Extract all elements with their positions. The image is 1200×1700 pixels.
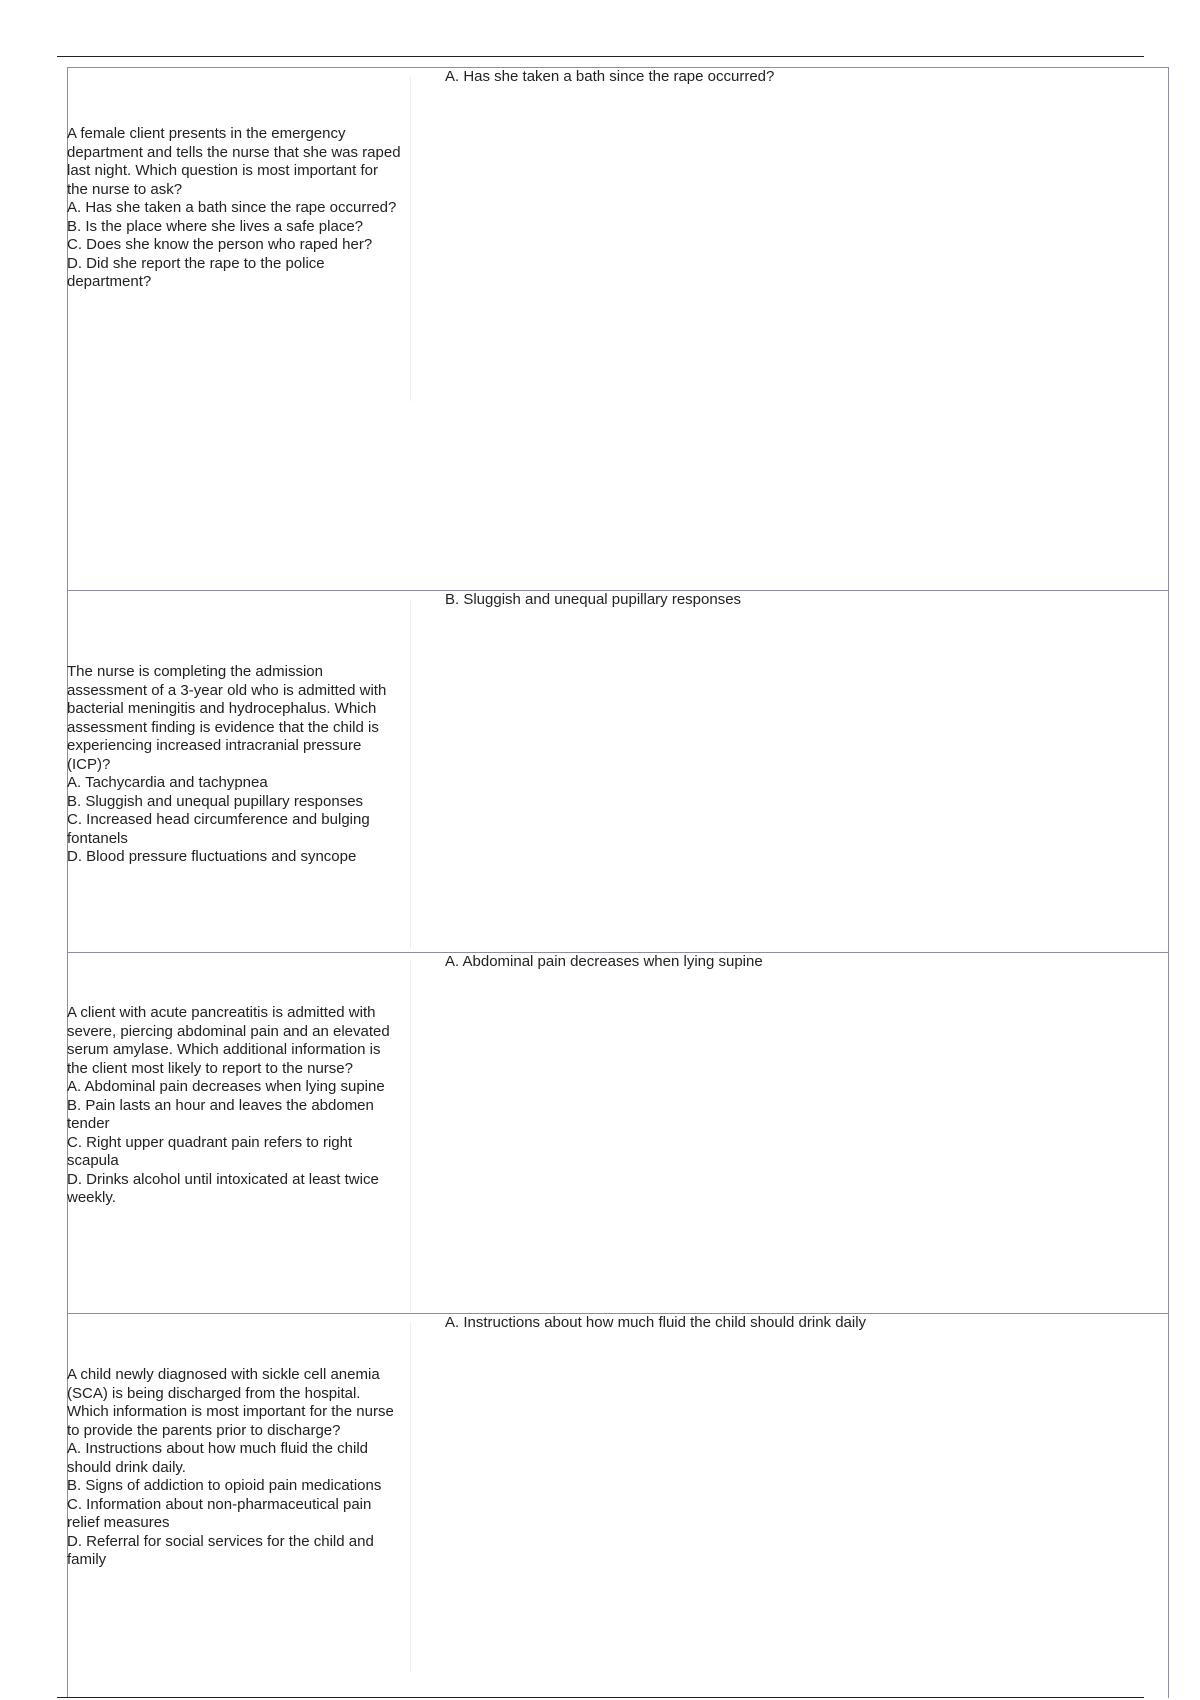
question-stem: A client with acute pancreatitis is admitted with severe, piercing abdominal pain and an elevated serum amylase. Which additional information is the client most likely to report to the nurse? xyxy=(67,1004,390,1077)
flashcard-3 xyxy=(67,952,1169,1313)
option-a: A. Tachycardia and tachypnea xyxy=(67,774,268,791)
option-c: C. Right upper quadrant pain refers to right scapula xyxy=(67,1133,353,1169)
page-top-rule xyxy=(57,56,1144,57)
option-c: C. Information about non-pharmaceutical pain relief measures xyxy=(67,1495,372,1531)
question-stem: A child newly diagnosed with sickle cell anemia (SCA) is being discharged from the hospital. Which information is most important for the nurse to provide the parents prior to discharge? xyxy=(67,1366,394,1439)
option-b: B. Pain lasts an hour and leaves the abdomen tender xyxy=(67,1096,374,1132)
option-b: B. Is the place where she lives a safe place? xyxy=(67,217,364,235)
question-stem: A female client presents in the emergency department and tells the nurse that she was raped last night. Which question is most important for the nurse to ask? xyxy=(67,125,401,198)
question-stem: The nurse is completing the admission assessment of a 3-year old who is admitted with bacterial meningitis and hydrocephalus. Which assessment finding is evidence that the child is experiencing increased intracranial pressure (ICP)? xyxy=(67,663,387,773)
card-divider xyxy=(410,1322,411,1672)
question-block xyxy=(67,1366,402,1570)
option-d: D. Referral for social services for the child and family xyxy=(67,1532,374,1568)
flashcard-2 xyxy=(67,590,1169,952)
option-c: C. Increased head circumference and bulging fontanels xyxy=(67,811,370,847)
option-d: D. Drinks alcohol until intoxicated at least twice weekly. xyxy=(67,1170,379,1206)
option-a: A. Abdominal pain decreases when lying supine xyxy=(67,1078,385,1095)
card-divider xyxy=(410,76,411,401)
option-c: C. Does she know the person who raped her? xyxy=(67,236,373,253)
flashcard-4 xyxy=(67,1313,1169,1698)
question-block xyxy=(67,125,402,292)
flashcard-1 xyxy=(67,67,1169,590)
page-bottom-rule xyxy=(57,1697,1144,1698)
option-b: B. Signs of addiction to opioid pain medications xyxy=(67,1477,382,1494)
option-d: D. Did she report the rape to the police department? xyxy=(67,254,325,290)
answer-text: A. Has she taken a bath since the rape occurred? xyxy=(445,68,775,85)
answer-text: A. Instructions about how much fluid the child should drink daily xyxy=(445,1314,867,1331)
answer-text: B. Sluggish and unequal pupillary responses xyxy=(445,591,742,608)
card-divider xyxy=(410,961,411,1311)
question-block xyxy=(67,1004,402,1208)
option-a: A. Has she taken a bath since the rape occurred? xyxy=(67,199,397,216)
option-d: D. Blood pressure fluctuations and syncope xyxy=(67,848,357,865)
question-block xyxy=(67,663,402,867)
card-divider xyxy=(410,599,411,949)
option-b: B. Sluggish and unequal pupillary responses xyxy=(67,792,364,810)
option-a: A. Instructions about how much fluid the child should drink daily. xyxy=(67,1440,368,1476)
answer-text: A. Abdominal pain decreases when lying supine xyxy=(445,953,763,970)
